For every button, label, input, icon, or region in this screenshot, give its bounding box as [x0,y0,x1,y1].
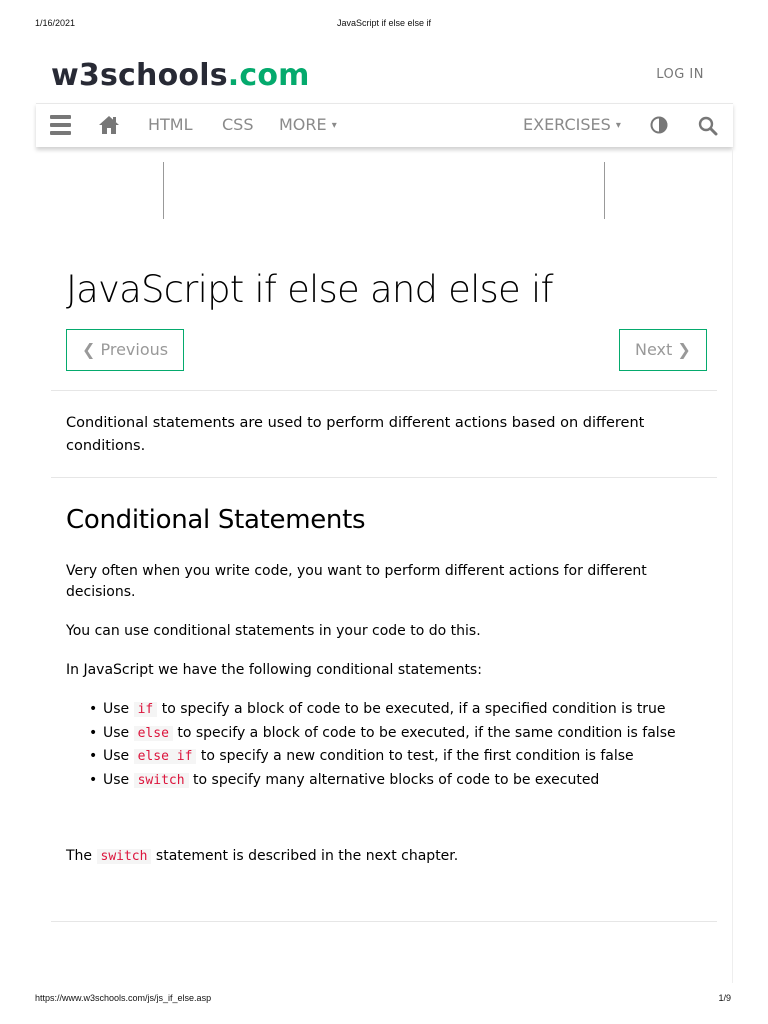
divider [51,921,717,922]
print-page-number: 1/9 [718,993,731,1003]
print-footer [0,993,768,1007]
switch-note: The switch statement is described in the next chapter. [66,848,459,864]
intro-paragraph: Conditional statements are used to perform different actions based on different conditions. [66,415,645,454]
logo-main: w3schools [51,58,228,93]
previous-button[interactable]: ❮ Previous [66,329,184,371]
print-date: 1/16/2021 [35,18,76,28]
nav-more-label: MORE [279,115,327,134]
top-bar [36,50,733,102]
code-keyword: else [134,726,173,741]
print-doc-title: JavaScript if else else if [336,18,432,28]
main-navbar [36,103,733,147]
content-right-border [732,148,733,983]
list-item: • Use switch to specify many alternative blocks of code to be executed [89,769,709,793]
w3schools-logo[interactable] [51,58,310,93]
section-title: Conditional Statements [66,505,366,535]
nav-more[interactable] [279,115,337,134]
menu-icon[interactable] [50,115,71,135]
chevron-down-icon: ▾ [331,120,337,131]
conditional-statements-list [89,698,709,792]
ad-divider [604,162,605,219]
home-icon[interactable] [98,115,120,139]
chevron-down-icon: ▾ [615,120,621,131]
print-header [0,18,768,32]
code-keyword: switch [97,849,152,864]
paragraph: Very often when you write code, you want to perform different actions for different decisions. [66,563,647,600]
contrast-toggle-icon[interactable] [650,116,668,138]
paragraph: In JavaScript we have the following conditional statements: [66,662,482,678]
nav-exercises[interactable] [523,115,621,134]
list-item: • Use else to specify a block of code to be executed, if the same condition is false [89,722,709,746]
list-item: • Use if to specify a block of code to be executed, if a specified condition is true [89,698,709,722]
nav-html[interactable]: HTML [148,115,193,134]
code-keyword: if [134,702,158,717]
list-item: • Use else if to specify a new condition to test, if the first condition is false [89,745,709,769]
ad-space [36,148,733,228]
logo-tld: .com [227,58,310,93]
divider [51,390,717,391]
ad-divider [163,162,164,219]
divider [51,477,717,478]
paragraph: You can use conditional statements in your code to do this. [66,623,481,639]
code-keyword: else if [134,749,197,764]
nav-exercises-label: EXERCISES [523,115,611,134]
code-keyword: switch [134,773,189,788]
page-title: JavaScript if else and else if [66,268,553,311]
nav-css[interactable]: CSS [222,115,254,134]
login-button[interactable]: LOG IN [656,67,704,82]
next-button[interactable]: Next ❯ [619,329,707,371]
search-icon[interactable] [698,116,718,140]
print-url: https://www.w3schools.com/js/js_if_else.asp [35,993,212,1003]
